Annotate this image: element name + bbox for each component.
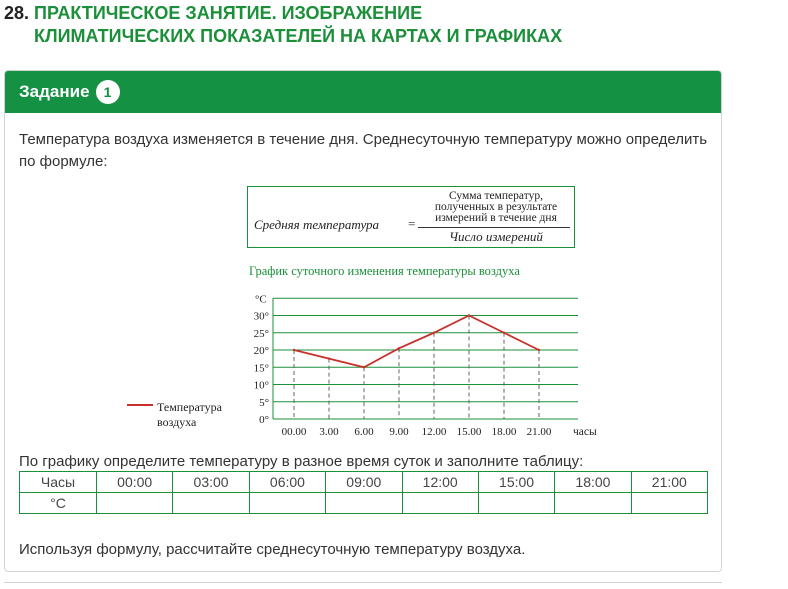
- x-tick-label: 3.00: [319, 426, 339, 438]
- fraction-bar: [418, 227, 570, 228]
- final-instruction: Используя формулу, рассчитайте среднесуточную температуру воздуха.: [19, 541, 526, 558]
- formula-numerator-line: Сумма температур,: [449, 190, 543, 202]
- data-point: [433, 332, 435, 334]
- table-temperature-cell[interactable]: [173, 493, 249, 514]
- formula-numerator-line: измерений в течение дня: [435, 212, 557, 224]
- formula-box: [247, 186, 575, 248]
- table-temperature-cell[interactable]: [631, 493, 707, 514]
- table-header-hours: Часы: [20, 472, 97, 493]
- table-time-cell: 21:00: [631, 472, 707, 493]
- table-time-cell: 00:00: [97, 472, 173, 493]
- table-time-cell: 12:00: [402, 472, 478, 493]
- task-label: Задание: [19, 82, 90, 101]
- table-time-cell: 09:00: [326, 472, 402, 493]
- task-number-badge: 1: [96, 80, 120, 104]
- legend-label: Температура: [157, 400, 222, 414]
- table-instruction: По графику определите температуру в разное время суток и заполните таблицу:: [19, 453, 584, 470]
- data-point: [328, 357, 330, 359]
- formula-equals: =: [408, 216, 416, 231]
- data-point: [363, 366, 365, 368]
- task-card: [4, 70, 722, 572]
- x-tick-label: 6.00: [354, 426, 374, 438]
- page-title-line1: ПРАКТИЧЕСКОЕ ЗАНЯТИЕ. ИЗОБРАЖЕНИЕ: [34, 3, 423, 23]
- y-tick-label: 5°: [259, 396, 269, 409]
- table-time-cell: 15:00: [478, 472, 554, 493]
- series-line-temperature: [294, 316, 539, 368]
- x-tick-label: 00.00: [281, 426, 307, 438]
- legend-label: воздуха: [157, 415, 197, 429]
- chart-title: График суточного изменения температуры воздуха: [249, 264, 520, 278]
- table-time-cell: 03:00: [173, 472, 249, 493]
- table-time-cell: 06:00: [249, 472, 325, 493]
- section-number: 28.: [4, 3, 30, 23]
- table-temperature-cell[interactable]: [326, 493, 402, 514]
- y-axis-unit: °С: [255, 293, 267, 306]
- task-intro-text: Температура воздуха изменяется в течение дня. Среднесуточную температуру можно определить по формуле:: [19, 131, 708, 170]
- temperature-table: [19, 471, 708, 514]
- data-point: [468, 314, 470, 316]
- x-tick-label: 12.00: [421, 426, 447, 438]
- table-row-temperature: [20, 493, 708, 514]
- x-axis-label: часы: [573, 426, 597, 438]
- table-temperature-cell[interactable]: [97, 493, 173, 514]
- table-temperature-cell[interactable]: [249, 493, 325, 514]
- y-tick-label: 20°: [253, 345, 269, 357]
- x-tick-label: 21.00: [526, 426, 552, 438]
- table-temperature-cell[interactable]: [402, 493, 478, 514]
- y-tick-label: 15°: [253, 362, 269, 375]
- table-temperature-cell[interactable]: [478, 493, 554, 514]
- next-card-edge: [4, 582, 722, 589]
- temperature-chart: [105, 261, 625, 441]
- data-point: [293, 349, 295, 351]
- x-tick-label: 15.00: [456, 426, 482, 438]
- y-tick-label: 10°: [253, 379, 269, 392]
- y-tick-label: 30°: [253, 310, 269, 323]
- table-row-hours: [20, 472, 708, 493]
- x-tick-label: 9.00: [389, 426, 409, 438]
- data-point: [538, 349, 540, 351]
- formula-numerator: [420, 191, 572, 224]
- task-header: [5, 71, 721, 113]
- formula-denominator: Число измерений: [449, 229, 543, 244]
- table-header-temperature: °С: [20, 493, 97, 514]
- page-heading: [4, 2, 724, 48]
- formula-lhs: Средняя температура: [254, 217, 380, 232]
- x-tick-label: 18.00: [491, 426, 517, 438]
- y-tick-label: 0°: [259, 414, 269, 426]
- page-title-line2: КЛИМАТИЧЕСКИХ ПОКАЗАТЕЛЕЙ НА КАРТАХ И ГРАФИКАХ: [34, 26, 563, 46]
- formula-numerator-line: полученных в результате: [434, 201, 558, 213]
- table-time-cell: 18:00: [555, 472, 631, 493]
- table-temperature-cell[interactable]: [555, 493, 631, 514]
- data-point: [503, 332, 505, 334]
- data-point: [398, 347, 400, 349]
- y-tick-label: 25°: [253, 327, 269, 340]
